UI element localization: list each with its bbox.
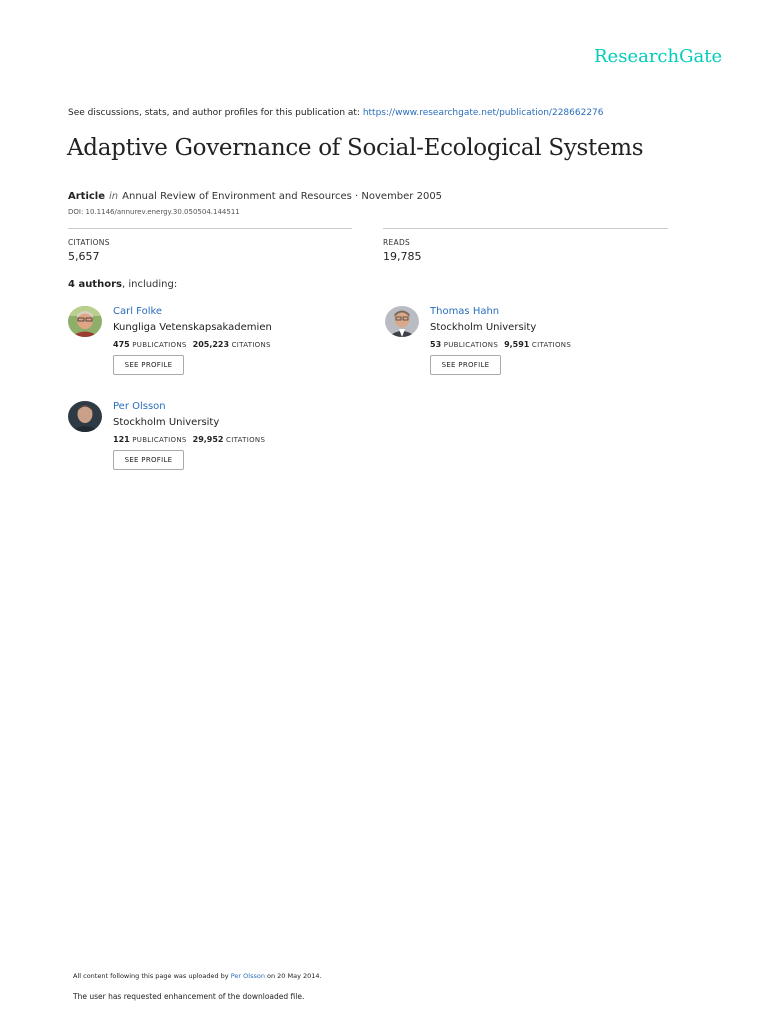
author-card	[385, 306, 685, 386]
discussion-text: See discussions, stats, and author profiles for this publication at:	[68, 108, 363, 118]
author-institution: Stockholm University	[430, 322, 537, 333]
citations-label: CITATIONS	[226, 436, 266, 444]
citations-count: 9,591	[504, 340, 530, 349]
publication-link[interactable]: https://www.researchgate.net/publication/228662276	[362, 108, 604, 118]
avatar[interactable]	[68, 306, 102, 337]
author-counts	[113, 340, 271, 349]
uploader-link[interactable]: Per Olsson	[230, 972, 265, 980]
avatar-photo-icon	[68, 401, 102, 432]
publications-label: PUBLICATIONS	[132, 436, 187, 444]
publications-label: PUBLICATIONS	[132, 341, 187, 349]
author-institution: Kungliga Vetenskapsakademien	[113, 322, 272, 333]
publications-count: 121	[113, 435, 130, 444]
upload-suffix: on 20 May 2014.	[264, 972, 322, 980]
citations-label: CITATIONS	[68, 238, 110, 247]
divider-reads	[383, 228, 668, 229]
authors-heading	[68, 279, 177, 290]
avatar-photo-icon	[385, 306, 419, 337]
article-type: Article	[68, 191, 106, 202]
doi: DOI: 10.1146/annurev.energy.30.050504.144511	[68, 208, 240, 216]
researchgate-logo[interactable]: ResearchGate	[594, 46, 723, 67]
see-profile-button[interactable]: SEE PROFILE	[113, 450, 184, 470]
publications-label: PUBLICATIONS	[443, 341, 499, 349]
citations-count: 29,952	[192, 435, 224, 444]
in-label: in	[109, 191, 119, 202]
author-card	[68, 306, 368, 386]
authors-count: 4 authors	[68, 279, 122, 290]
author-name[interactable]: Carl Folke	[113, 306, 163, 317]
discussion-line	[68, 108, 604, 118]
avatar[interactable]	[385, 306, 419, 337]
citations-label: CITATIONS	[231, 341, 271, 349]
upload-prefix: All content following this page was uploaded by	[73, 972, 231, 980]
publications-count: 475	[113, 340, 130, 349]
avatar-photo-icon	[68, 306, 102, 337]
author-name[interactable]: Per Olsson	[113, 401, 166, 412]
reads-label: READS	[383, 238, 411, 247]
enhancement-note: The user has requested enhancement of the downloaded file.	[73, 992, 305, 1001]
author-institution: Stockholm University	[113, 417, 220, 428]
citations-label: CITATIONS	[531, 341, 572, 349]
author-card	[68, 401, 368, 481]
upload-note	[73, 972, 322, 980]
venue-date: Annual Review of Environment and Resources · November 2005	[122, 191, 443, 202]
authors-heading-suffix: , including:	[121, 279, 178, 290]
avatar[interactable]	[68, 401, 102, 432]
author-counts	[430, 340, 571, 349]
author-name[interactable]: Thomas Hahn	[430, 306, 500, 317]
see-profile-button[interactable]: SEE PROFILE	[113, 355, 184, 375]
publications-count: 53	[430, 340, 442, 349]
citations-value: 5,657	[68, 250, 100, 263]
divider-citations	[68, 228, 352, 229]
see-profile-button[interactable]: SEE PROFILE	[430, 355, 501, 375]
reads-value: 19,785	[383, 250, 422, 263]
article-meta	[68, 191, 442, 202]
article-title: Adaptive Governance of Social-Ecological Systems	[67, 135, 644, 161]
author-counts	[113, 435, 265, 444]
citations-count: 205,223	[192, 340, 230, 349]
